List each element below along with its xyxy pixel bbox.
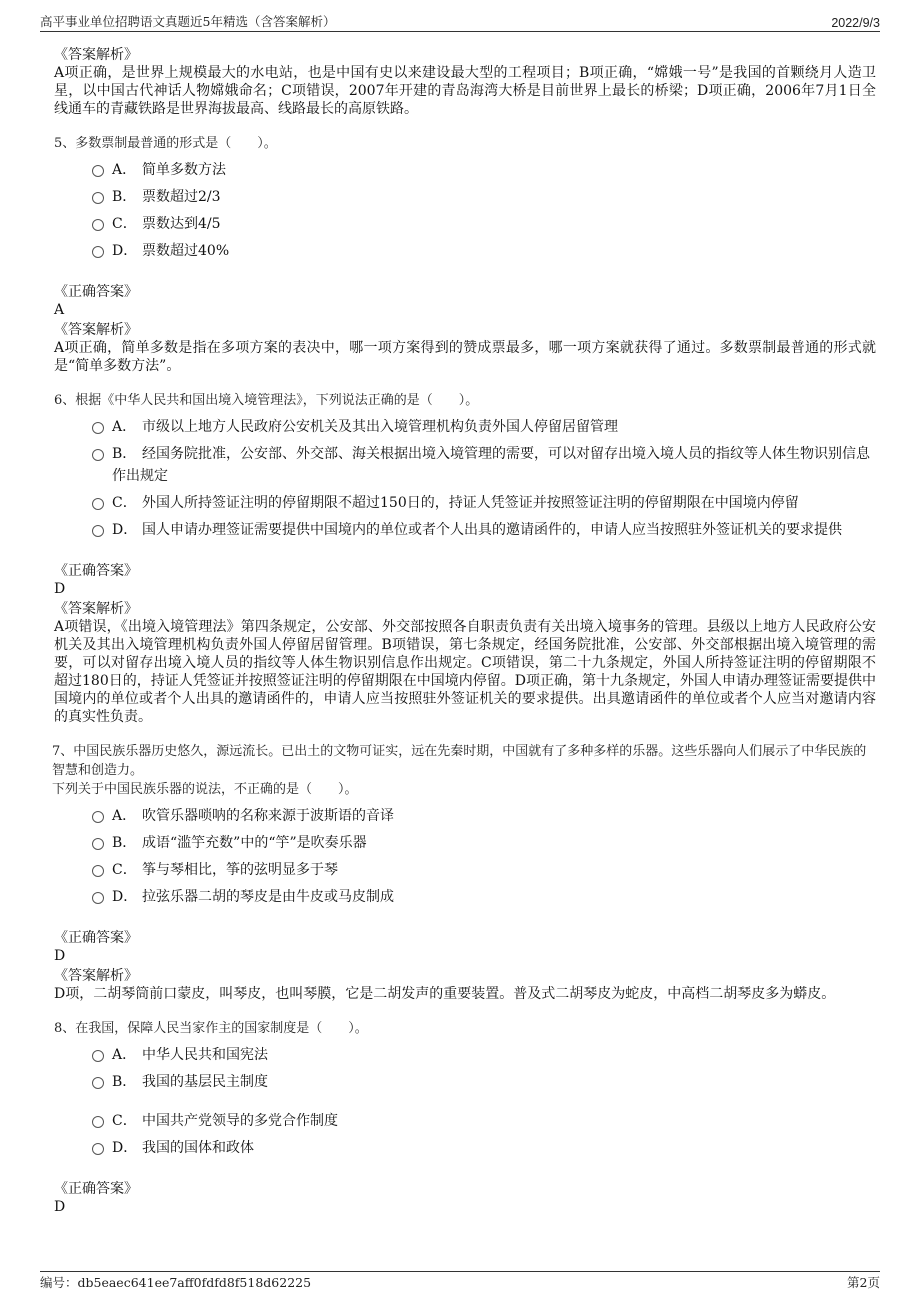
- radio-button-icon[interactable]: [92, 1116, 104, 1128]
- option-a[interactable]: A． 简单多数方法: [92, 159, 876, 181]
- option-text: 中华人民共和国宪法: [142, 1047, 268, 1063]
- question-7: 下列关于中国民族乐器的说法，不正确的是（ ）。: [52, 782, 358, 797]
- radio-button-icon[interactable]: [92, 811, 104, 823]
- option-text: 外国人所持签证注明的停留期限不超过150日的，持证人凭签证并按照签证注明的停留期限在中国境内停留: [142, 495, 799, 511]
- radio-button-icon[interactable]: [92, 192, 104, 204]
- radio-button-icon[interactable]: [92, 498, 104, 510]
- document-title: 高平事业单位招聘语文真题近5年精选（含答案解析）: [40, 14, 336, 29]
- option-c[interactable]: C． 票数达到4/5: [92, 213, 876, 235]
- option-d[interactable]: D． 国人申请办理签证需要提供中国境内的单位或者个人出具的邀请函件的，申请人应当按照驻外签证机关的要求提供: [92, 519, 876, 541]
- option-text: 简单多数方法: [142, 162, 226, 178]
- question-5-options: [92, 159, 876, 262]
- question-7-options: [92, 805, 876, 908]
- option-text: 票数达到4/5: [142, 216, 221, 232]
- correct-answer-label: 《正确答案》: [54, 1181, 138, 1197]
- analysis-text: D项，二胡琴筒前口蒙皮，叫琴皮，也叫琴膜，它是二胡发声的重要装置。普及式二胡琴皮为蛇皮，中高档二胡琴皮多为蟒皮。: [54, 986, 836, 1002]
- radio-button-icon[interactable]: [92, 1050, 104, 1062]
- question-6-options: [92, 416, 876, 541]
- document-code: 编号：db5eaec641ee7aff0fdfd8f518d62225: [40, 1275, 312, 1290]
- question-5: 5、多数票制最普通的形式是（ ）。: [54, 136, 277, 151]
- option-b[interactable]: B． 成语“滥竽充数”中的“竽”是吹奏乐器: [92, 832, 876, 854]
- radio-button-icon[interactable]: [92, 165, 104, 177]
- option-a[interactable]: A． 中华人民共和国宪法: [92, 1044, 876, 1066]
- page-footer: [40, 1272, 880, 1292]
- radio-button-icon[interactable]: [92, 1143, 104, 1155]
- option-a[interactable]: A． 市级以上地方人民政府公安机关及其出入境管理机构负责外国人停留居留管理: [92, 416, 876, 438]
- option-text: 成语“滥竽充数”中的“竽”是吹奏乐器: [142, 835, 367, 851]
- header-divider: [40, 31, 880, 32]
- radio-button-icon[interactable]: [92, 838, 104, 850]
- option-b[interactable]: B． 票数超过2/3: [92, 186, 876, 208]
- option-c[interactable]: C． 外国人所持签证注明的停留期限不超过150日的，持证人凭签证并按照签证注明的停留期限在中国境内停留: [92, 492, 876, 514]
- radio-button-icon[interactable]: [92, 892, 104, 904]
- radio-button-icon[interactable]: [92, 525, 104, 537]
- correct-answer: D: [54, 948, 66, 964]
- option-text: 市级以上地方人民政府公安机关及其出入境管理机构负责外国人停留居留管理: [142, 419, 618, 435]
- option-c[interactable]: C． 中国共产党领导的多党合作制度: [92, 1110, 876, 1132]
- option-text: 我国的国体和政体: [142, 1140, 254, 1156]
- radio-button-icon[interactable]: [92, 865, 104, 877]
- analysis-label: 《答案解析》: [54, 322, 138, 338]
- option-text: 吹管乐器唢呐的名称来源于波斯语的音译: [142, 808, 394, 824]
- analysis-label: 《答案解析》: [54, 47, 138, 63]
- correct-answer: D: [54, 581, 66, 597]
- analysis-text: A项错误，《出境入境管理法》第四条规定，公安部、外交部按照各自职责负责有关出境入境事务的管理。县级以上地方人民政府公安机关及其出入境管理机构负责外国人停留居留管理。B项错误，第七条规定，经国务院批准，公安部、外交部根据出境入境管理的需要，可以对留存出境入境人员的指纹等人体生物识别信息作出规定。C项错误，第二十九条规定，外国人所持签证注明的停留期限不超过180日的，持证人凭签证并按照签证注明的停留期限在中国境内停留。D项正确，第十九条规定，外国人申请办理签证需要提供中国境内的单位或者个人出具的邀请函件的，申请人应当按照驻外签证机关的要求提供。出具邀请函件的单位或者个人应当对邀请内容的真实性负责。: [54, 619, 876, 725]
- option-a[interactable]: A． 吹管乐器唢呐的名称来源于波斯语的音译: [92, 805, 876, 827]
- option-text: 筝与琴相比，筝的弦明显多于琴: [142, 862, 338, 878]
- correct-answer-label: 《正确答案》: [54, 930, 138, 946]
- question-7-intro: 7、中国民族乐器历史悠久，源远流长。已出土的文物可证实，远在先秦时期，中国就有了多种多样的乐器。这些乐器向人们展示了中华民族的智慧和创造力。: [52, 744, 867, 778]
- radio-button-icon[interactable]: [92, 246, 104, 258]
- option-c[interactable]: C． 筝与琴相比，筝的弦明显多于琴: [92, 859, 876, 881]
- correct-answer: D: [54, 1199, 66, 1215]
- option-b[interactable]: B． 经国务院批准，公安部、外交部、海关根据出境入境管理的需要，可以对留存出境入境人员的指纹等人体生物识别信息作出规定: [92, 443, 876, 487]
- question-6: 6、根据《中华人民共和国出境入境管理法》，下列说法正确的是（ ）。: [54, 393, 479, 408]
- analysis-text: A项正确，简单多数是指在多项方案的表决中，哪一项方案得到的赞成票最多，哪一项方案就获得了通过。多数票制最普通的形式就是“简单多数方法”。: [54, 340, 876, 374]
- option-b[interactable]: B． 我国的基层民主制度: [92, 1071, 876, 1093]
- correct-answer: A: [54, 302, 65, 318]
- option-text: 拉弦乐器二胡的琴皮是由牛皮或马皮制成: [142, 889, 394, 905]
- radio-button-icon[interactable]: [92, 449, 104, 461]
- analysis-label: 《答案解析》: [54, 968, 138, 984]
- question-8-options: [92, 1044, 876, 1159]
- document-date: 2022/9/3: [831, 16, 880, 30]
- option-text: 中国共产党领导的多党合作制度: [142, 1113, 338, 1129]
- option-text: 我国的基层民主制度: [142, 1074, 268, 1090]
- question-8: 8、在我国，保障人民当家作主的国家制度是（ ）。: [54, 1021, 368, 1036]
- option-d[interactable]: D． 票数超过40%: [92, 240, 876, 262]
- page-header: [40, 10, 880, 30]
- option-text: 票数超过40%: [142, 243, 230, 259]
- correct-answer-label: 《正确答案》: [54, 563, 138, 579]
- radio-button-icon[interactable]: [92, 422, 104, 434]
- analysis-text: A项正确，是世界上规模最大的水电站，也是中国有史以来建设最大型的工程项目；B项正确，“嫦娥一号”是我国的首颗绕月人造卫星，以中国古代神话人物嫦娥命名；C项错误，2007年开建的青岛海湾大桥是目前世界上最长的桥梁；D项正确，2006年7月1日全线通车的青藏铁路是世界海拔最高、线路最长的高原铁路。: [54, 65, 876, 117]
- option-text: 国人申请办理签证需要提供中国境内的单位或者个人出具的邀请函件的，申请人应当按照驻外签证机关的要求提供: [142, 522, 842, 538]
- option-d[interactable]: D． 拉弦乐器二胡的琴皮是由牛皮或马皮制成: [92, 886, 876, 908]
- option-text: 经国务院批准，公安部、外交部、海关根据出境入境管理的需要，可以对留存出境入境人员的指纹等人体生物识别信息作出规定: [112, 446, 870, 484]
- radio-button-icon[interactable]: [92, 1077, 104, 1089]
- correct-answer-label: 《正确答案》: [54, 284, 138, 300]
- page-content: [54, 44, 876, 1216]
- analysis-label: 《答案解析》: [54, 601, 138, 617]
- option-text: 票数超过2/3: [142, 189, 221, 205]
- radio-button-icon[interactable]: [92, 219, 104, 231]
- option-d[interactable]: D． 我国的国体和政体: [92, 1137, 876, 1159]
- page-number: 第2页: [847, 1275, 880, 1290]
